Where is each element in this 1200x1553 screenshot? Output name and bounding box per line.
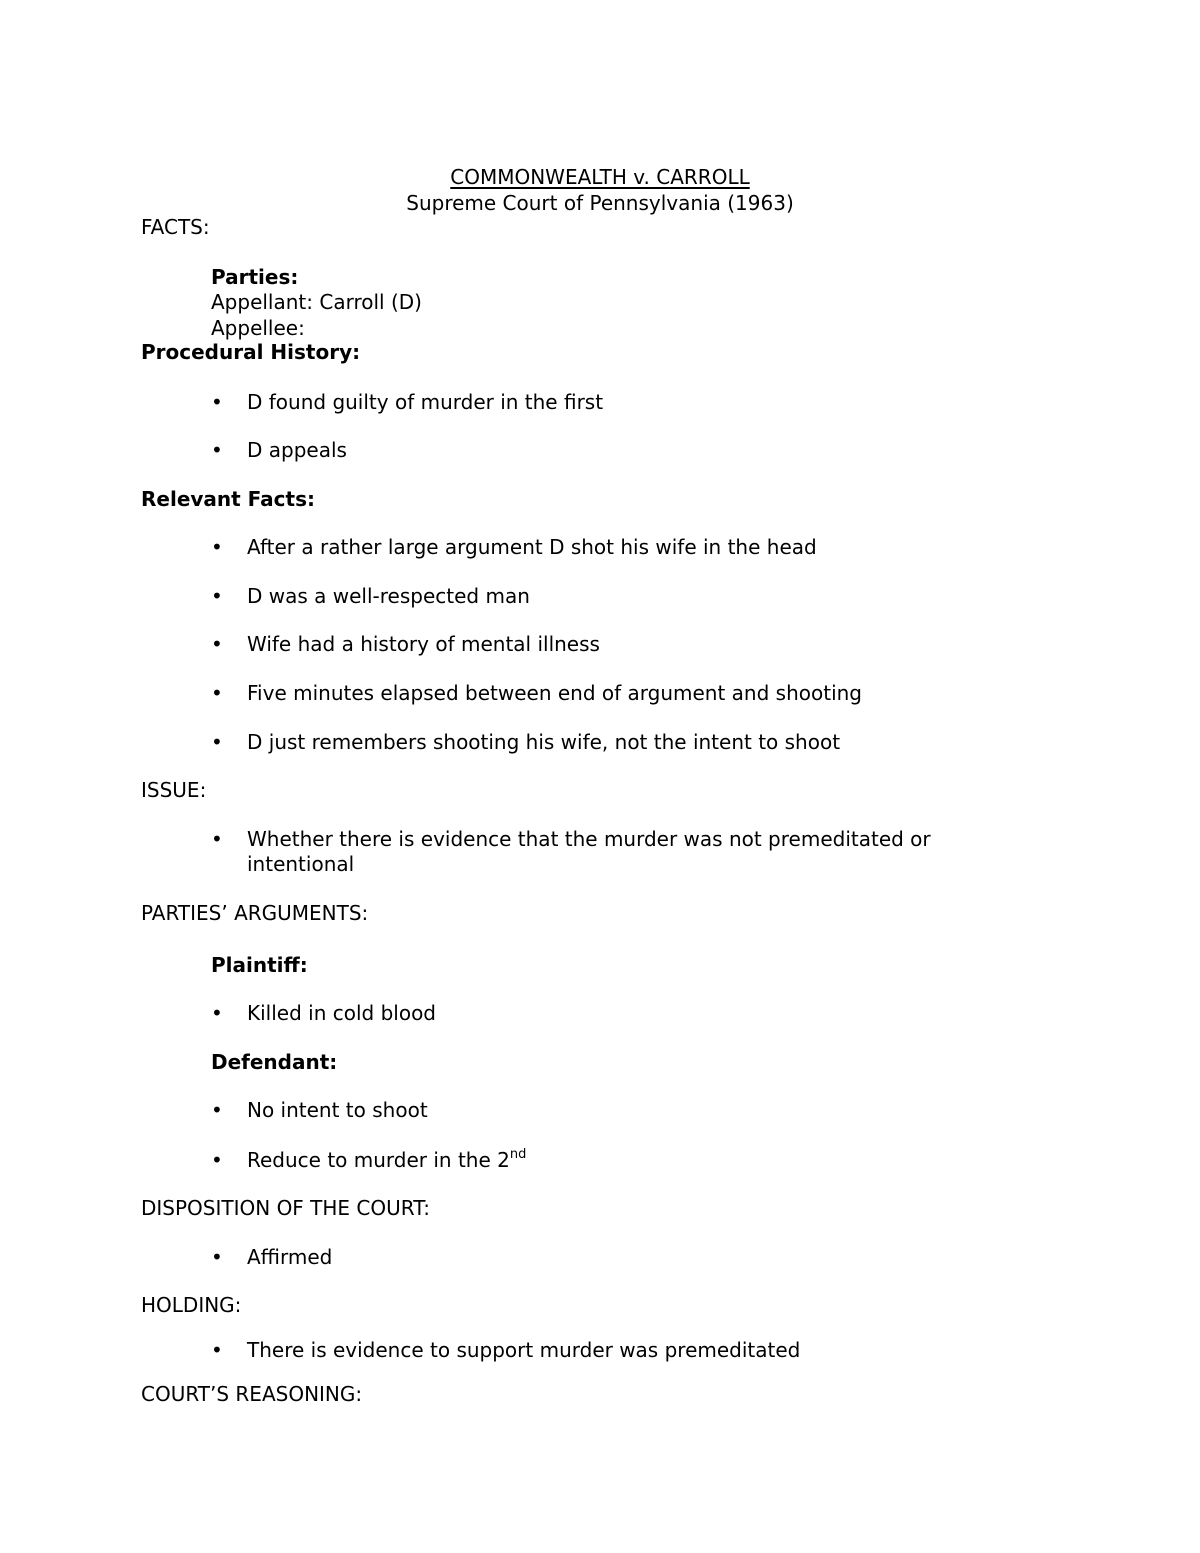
court-name: Supreme Court of Pennsylvania (1963) [406, 191, 794, 215]
reasoning-heading: COURT’S REASONING: [141, 1382, 363, 1406]
defendant-heading: Defendant: [211, 1050, 338, 1074]
appellee-line: Appellee: [211, 316, 305, 340]
parties-arguments-heading: PARTIES’ ARGUMENTS: [141, 901, 369, 925]
bullet-glyph: • [211, 584, 223, 608]
issue-text-line-2: intentional [247, 852, 355, 876]
bullet-glyph: • [211, 1338, 223, 1362]
list-item: Killed in cold blood [247, 1001, 436, 1025]
list-item [247, 1148, 526, 1173]
list-item-text: Reduce to murder in the 2 [247, 1148, 510, 1172]
holding-heading: HOLDING: [141, 1293, 242, 1317]
bullet-glyph: • [211, 827, 223, 851]
list-item: No intent to shoot [247, 1098, 428, 1122]
bullet-glyph: • [211, 1148, 223, 1172]
list-item: Affirmed [247, 1245, 333, 1269]
list-item: D found guilty of murder in the first [247, 390, 604, 414]
bullet-glyph: • [211, 1245, 223, 1269]
list-item: D just remembers shooting his wife, not the intent to shoot [247, 730, 841, 754]
bullet-glyph: • [211, 632, 223, 656]
plaintiff-heading: Plaintiff: [211, 953, 308, 977]
disposition-heading: DISPOSITION OF THE COURT: [141, 1196, 430, 1220]
list-item: Five minutes elapsed between end of argument and shooting [247, 681, 862, 705]
issue-heading: ISSUE: [141, 778, 207, 802]
bullet-glyph: • [211, 438, 223, 462]
list-item: D was a well-respected man [247, 584, 530, 608]
list-item: D appeals [247, 438, 347, 462]
facts-heading: FACTS: [141, 215, 210, 239]
list-item: There is evidence to support murder was premeditated [247, 1338, 801, 1362]
bullet-glyph: • [211, 390, 223, 414]
bullet-glyph: • [211, 681, 223, 705]
list-item: After a rather large argument D shot his wife in the head [247, 535, 817, 559]
parties-heading: Parties: [211, 265, 299, 289]
bullet-glyph: • [211, 535, 223, 559]
list-item: Wife had a history of mental illness [247, 632, 600, 656]
relevant-facts-heading: Relevant Facts: [141, 487, 315, 511]
procedural-history-heading: Procedural History: [141, 340, 361, 364]
bullet-glyph: • [211, 1001, 223, 1025]
appellant-line: Appellant: Carroll (D) [211, 290, 422, 314]
issue-text-line-1: Whether there is evidence that the murder was not premeditated or [247, 827, 931, 851]
bullet-glyph: • [211, 1098, 223, 1122]
case-title: COMMONWEALTH v. CARROLL [450, 165, 750, 189]
ordinal-superscript: nd [509, 1147, 527, 1162]
bullet-glyph: • [211, 730, 223, 754]
